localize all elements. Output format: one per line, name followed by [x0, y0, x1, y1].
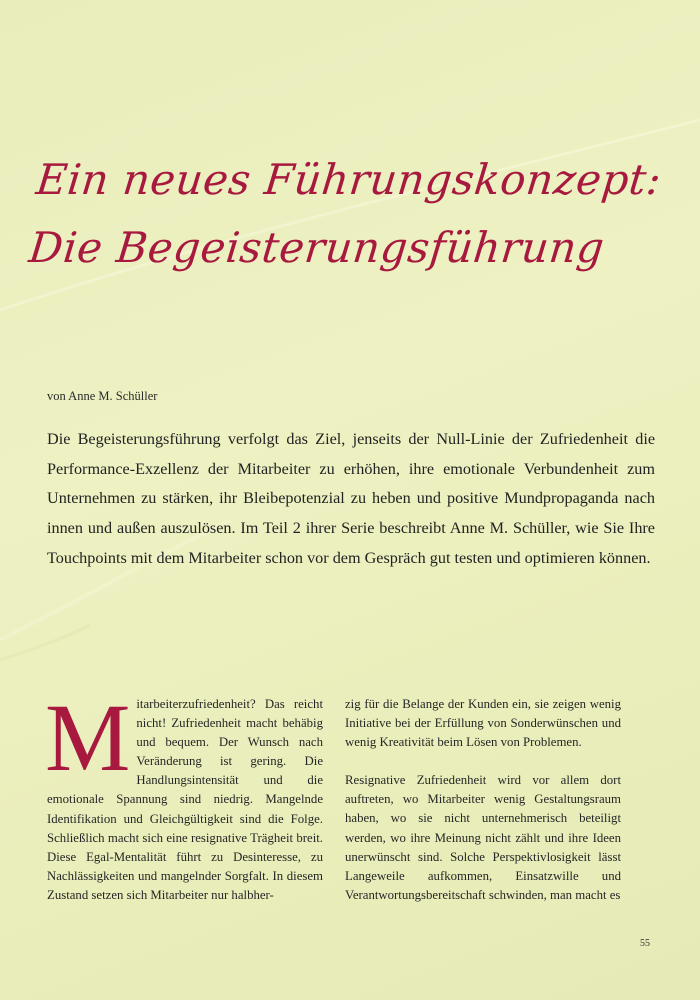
body-text: itarbeiterzufriedenheit? Das reicht nicht! Zufriedenheit macht behäbig und bequem. Der Wunsch nach Veränderung ist gering. Die Handlungsintensität und die emotionale Spannung sind niedrig. Mangelnde Identifikation und Gleichgültigkeit sind die Folge. Schließlich macht sich eine resignative Trägheit breit. Diese Egal-Mentalität führt zu Desinteresse, zu Nachlässigkeiten und mangelnder Sorgfalt. In diesem Zustand setzen sich Mitarbeiter nur halbher- [47, 697, 323, 902]
article-title [26, 146, 680, 282]
title-line-1: Ein neues Führungskonzept: [33, 155, 664, 204]
body-paragraph [45, 684, 323, 905]
body-paragraph-1: zig für die Belange der Kunden ein, sie zeigen wenig Initiative bei der Erfüllung von Sonderwünschen und wenig Kreativität beim Lösen von Problemen. [345, 697, 621, 750]
body-column-left [45, 684, 323, 905]
body-column-right [345, 695, 621, 905]
body-paragraph-2: Resignative Zufriedenheit wird vor allem dort auftreten, wo Mitarbeiter wenig Gestaltungsraum haben, wo sie nicht unternehmerisch beteiligt werden, wo ihre Meinung nicht zählt und ihre Ideen unerwünscht sind. Solche Perspektivlosigkeit lässt Langeweile aufkommen, Einsatzwille und Verantwortungsbereitschaft schwinden, man macht es [345, 773, 621, 902]
lead-paragraph: Die Begeisterungsführung verfolgt das Ziel, jenseits der Null-Linie der Zufriedenheit die Performance-Exzellenz der Mitarbeiter zu erhöhen, ihre emotionale Verbundenheit zum Unternehmen zu stärken, ihr Bleibepotenzial zu heben und positive Mundpropaganda nach innen und außen auszulösen. Im Teil 2 ihrer Serie beschreibt Anne M. Schüller, wie Sie Ihre Touchpoints mit dem Mitarbeiter schon vor dem Gespräch gut testen und optimieren können. [47, 430, 655, 567]
page-number: 55 [640, 938, 650, 949]
title-line-2: Die Begeisterungsführung [26, 223, 607, 272]
author-byline: von Anne M. Schüller [47, 389, 158, 403]
drop-cap: M [45, 684, 131, 791]
